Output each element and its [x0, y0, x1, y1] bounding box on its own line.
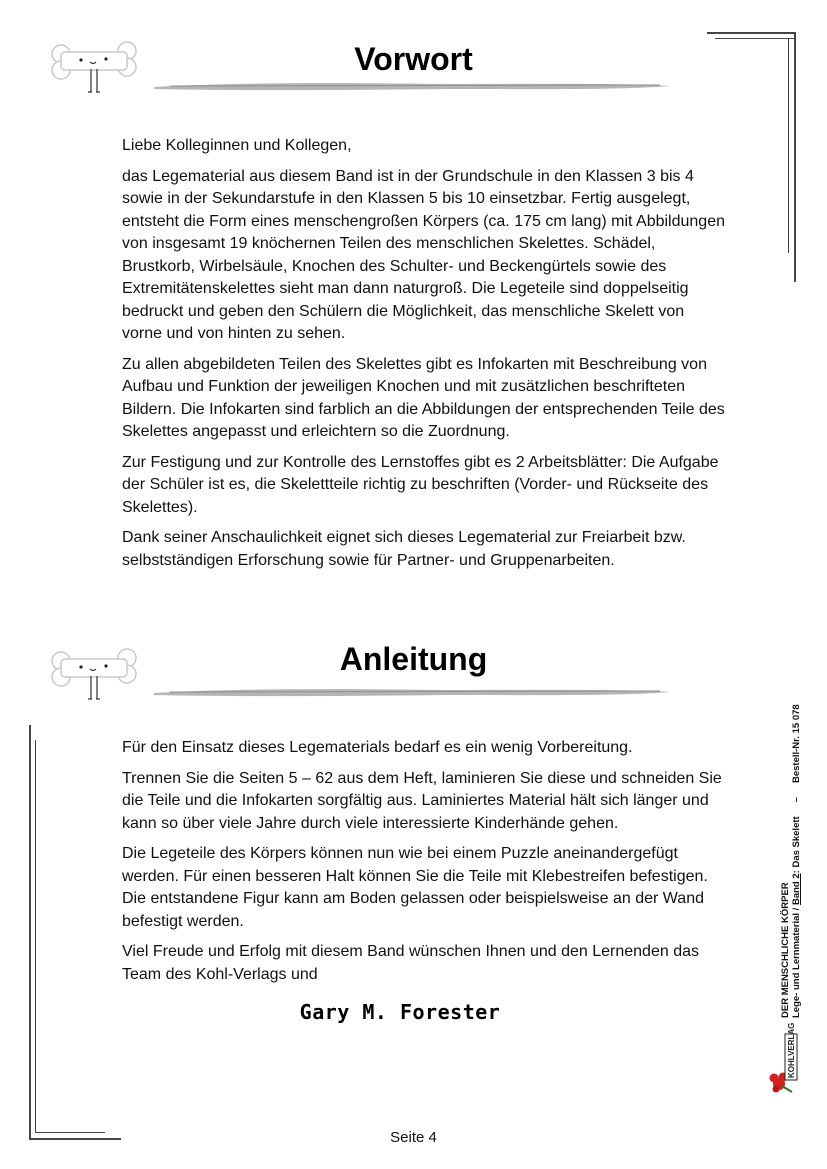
series-subtitle-prefix: Lege- und Lernmaterial /: [791, 905, 802, 1018]
order-number: Bestell-Nr. 15 078: [791, 704, 802, 784]
anleitung-paragraph: Viel Freude und Erfolg mit diesem Band wünschen Ihnen und den Lernenden das Team des Kohl-Verlags und: [122, 943, 699, 983]
brush-stroke-divider: [150, 682, 675, 702]
anleitung-body: [122, 737, 726, 994]
frame-bottom-left-v2: [35, 740, 36, 1132]
anleitung-paragraph: Trennen Sie die Seiten 5 – 62 aus dem Heft, laminieren Sie diese und schneiden Sie die Teile und die Infokarten sorgfältig aus. Laminiertes Material hält sich länger und kann so über viele Jahre durch viele interessierte Kinderhände gehen.: [122, 769, 722, 832]
anleitung-paragraph: Für den Einsatz dieses Legematerials bedarf es ein wenig Vorbereitung.: [122, 739, 633, 756]
kohl-verlag-logo: [768, 1022, 802, 1094]
series-title: DER MENSCHLICHE KÖRPER: [780, 882, 791, 1018]
separator: –: [791, 797, 802, 803]
vorwort-paragraph: Zu allen abgebildeten Teilen des Skelettes gibt es Infokarten mit Beschreibung von Aufbau und Funktion der jeweiligen Knochen und mit zusätzlichen beschrifteten Bildern. Die Infokarten sind farblich an die Abbildungen der entsprechenden Teile des Skelettes angepasst und erleichtern so die Zuordnung.: [122, 355, 725, 440]
vorwort-paragraph: Dank seiner Anschaulichkeit eignet sich dieses Legematerial zur Freiarbeit bzw. selbstständigen Erforschung sowie für Partner- und Gruppenarbeiten.: [122, 529, 686, 569]
frame-top-right-h2: [715, 38, 795, 39]
series-sidebar: [780, 678, 802, 1018]
anleitung-paragraph: Die Legeteile des Körpers können nun wie bei einem Puzzle aneinandergefügt werden. Für einen besseren Halt können Sie die Teile mit Klebestreifen befestigen. Die entstandene Figur kann am Boden gelassen oder beispielsweise an der Wand befestigt werden.: [122, 845, 708, 930]
brush-stroke-divider: [150, 76, 675, 96]
band-label: Band 2: [791, 873, 802, 906]
series-subtitle-suffix: : Das Skelett: [791, 816, 802, 874]
signature: Gary M. Forester: [299, 1000, 501, 1024]
vorwort-body: [122, 135, 726, 580]
series-subtitle: [791, 678, 802, 1018]
vorwort-paragraph: Zur Festigung und zur Kontrolle des Lernstoffes gibt es 2 Arbeitsblätter: Die Aufgabe der Schüler ist es, die Skelettteile richtig zu beschriften (Vorder- und Rückseite des Skelettes).: [122, 453, 719, 516]
anleitung-title: Anleitung: [339, 641, 488, 677]
vorwort-title: Vorwort: [354, 41, 473, 77]
svg-text:KOHLVERLAG: KOHLVERLAG: [787, 1022, 796, 1078]
frame-bottom-left-v: [29, 725, 31, 1140]
vorwort-paragraph: das Legematerial aus diesem Band ist in der Grundschule in den Klassen 3 bis 4 sowie in der Sekundarstufe in den Klassen 5 bis 10 einsetzbar. Fertig ausgelegt, entsteht die Form eines menschengroßen Körpers (ca. 175 cm lang) mit Abbildungen von insgesamt 19 knöchernen Teilen des menschlichen Skelettes. Schädel, Brustkorb, Wirbelsäule, Knochen des Schulter- und Beckengürtels sowie des Extremitätenskelettes sieht man dann naturgroß. Die Legeteile sind doppelseitig bedruckt und geben den Schülern die Möglichkeit, das menschliche Skelett von vorne und von hinten zu sehen.: [122, 167, 725, 342]
vorwort-paragraph: Liebe Kolleginnen und Kollegen,: [122, 137, 352, 154]
frame-top-right-h: [707, 32, 795, 34]
page-number: Seite 4: [390, 1129, 437, 1146]
